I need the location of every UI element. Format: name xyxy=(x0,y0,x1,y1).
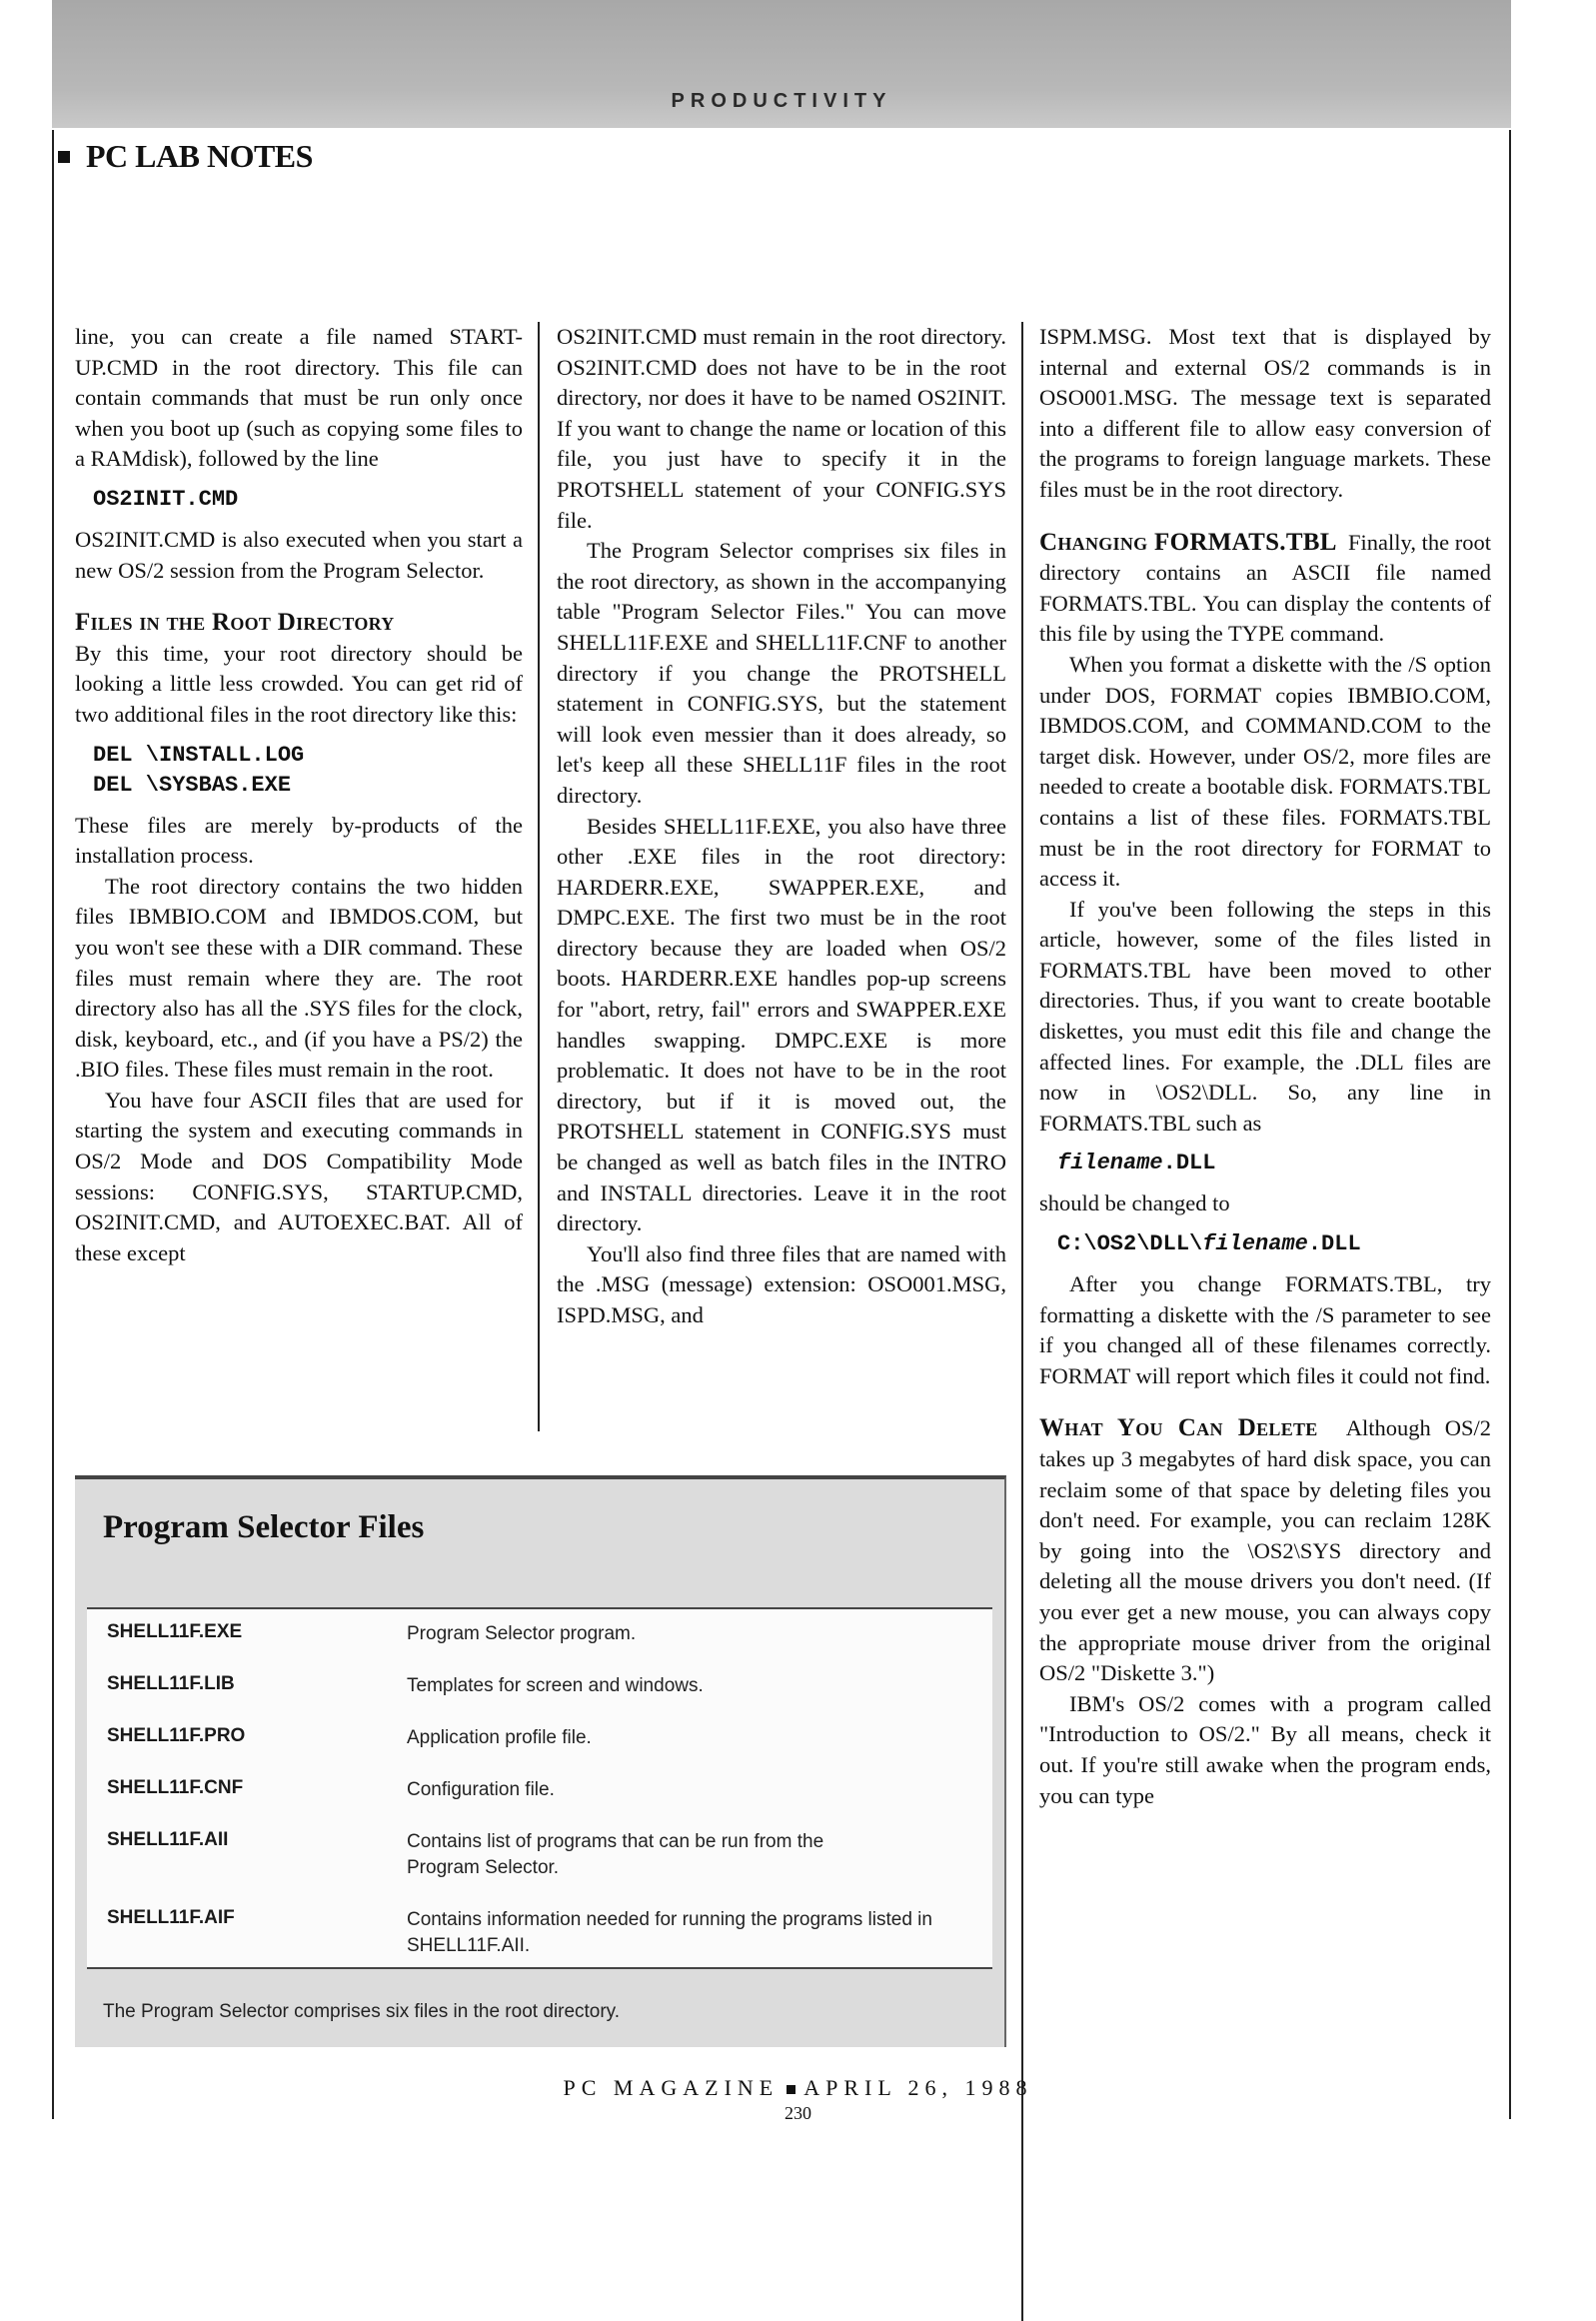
header-band xyxy=(52,0,1511,128)
code-line: OS2INIT.CMD xyxy=(93,486,239,512)
column-rule-2 xyxy=(1021,322,1023,2321)
code-line xyxy=(1057,1229,1491,1259)
paragraph: The Program Selector comprises six files in the root directory, as shown in the accompanying table "Program Selector Files." You can move SHELL11F.EXE and SHELL11F.CNF to another directory if you change the PROTSHELL statement in CONFIG.SYS, but the statement will look even messier than it does already, so let's keep all these SHELL11F files in the root directory. xyxy=(557,538,1006,808)
page-number: 230 xyxy=(785,2103,811,2123)
file-name: SHELL11F.AII xyxy=(107,1829,229,1850)
paragraph: line, you can create a file named START-UP.CMD in the root directory. This file can contain commands that must be run only once when you boot up (such as copying some files to a RAMdisk), followed by the line xyxy=(75,324,523,472)
code-italic: filename xyxy=(1057,1151,1163,1176)
section-heading: What You Can Delete xyxy=(1039,1414,1318,1442)
code-text: .DLL xyxy=(1307,1231,1361,1257)
bullet-square-icon xyxy=(58,151,70,163)
file-description: Contains information needed for running the programs listed in SHELL11F.AII. xyxy=(407,1909,932,1956)
column-title xyxy=(58,138,313,175)
code-line xyxy=(1057,1149,1491,1178)
page-frame-left xyxy=(52,130,54,2119)
text-column-3 xyxy=(1039,322,1491,1811)
sidebar-caption: The Program Selector comprises six files in the root directory. xyxy=(103,2001,621,2022)
page-frame-right xyxy=(1509,130,1511,2119)
file-description: Application profile file. xyxy=(407,1727,592,1748)
code-line: DEL \INSTALL.LOG xyxy=(93,742,305,768)
section-label: PRODUCTIVITY xyxy=(671,90,892,112)
issue-date: APRIL 26, 1988 xyxy=(803,2075,1033,2100)
paragraph-text: Although OS/2 takes up 3 megabytes of hard disk space, you can reclaim some of that space by deleting files you don't need. For example, you can reclaim 128K by going into the \OS2\SYS directory and deleting all the mouse drivers you don't need. (If you ever get a new mouse, you can always copy the appropriate mouse driver from the original OS/2 "Diskette 3.") xyxy=(1039,1415,1492,1686)
file-name: SHELL11F.AIF xyxy=(107,1907,235,1928)
paragraph xyxy=(1039,528,1491,650)
text-column-1 xyxy=(75,322,523,1268)
code-block xyxy=(93,741,523,801)
file-name: SHELL11F.EXE xyxy=(107,1621,243,1642)
code-italic: filename xyxy=(1202,1231,1308,1257)
paragraph: If you've been following the steps in this article, however, some of the files listed in FORMATS.TBL have been moved to other directories. Thus, if you want to create bootable diskettes, you must edit this file and change the affected lines. For example, the .DLL files are now in \OS2\DLL. So, any line in FORMATS.TBL such as xyxy=(1039,896,1491,1136)
code-text: C:\OS2\DLL\ xyxy=(1057,1231,1203,1257)
paragraph: OS2INIT.CMD must remain in the root directory. OS2INIT.CMD does not have to be in the root directory, nor does it have to be named OS2INIT. If you want to change the name or location of this file, you just have to specify it in the PROTSHELL statement of your CONFIG.SYS file. xyxy=(557,324,1006,533)
footer xyxy=(0,2075,1596,2101)
files-table xyxy=(87,1609,992,1967)
sidebar-title: Program Selector Files xyxy=(103,1509,425,1545)
program-selector-files-sidebar xyxy=(75,1475,1006,2047)
column-rule-1 xyxy=(538,322,540,1431)
file-name: SHELL11F.CNF xyxy=(107,1777,244,1798)
section-heading: Changing FORMATS.TBL xyxy=(1039,528,1337,556)
file-description: Templates for screen and windows. xyxy=(407,1675,704,1696)
paragraph: OS2INIT.CMD is also executed when you start a new OS/2 session from the Program Selector. xyxy=(75,526,523,583)
paragraph: Besides SHELL11F.EXE, you also have three other .EXE files in the root directory: HARDERR.EXE, SWAPPER.EXE, and DMPC.EXE. The first two must be in the root directory because they are loaded when OS/2 boots. HARDERR.EXE handles pop-up screens for "abort, retry, fail" errors and SWAPPER.EXE handles swapping. DMPC.EXE is more problematic. It does not have to be in the root directory, but if it is moved out, the PROTSHELL statement in CONFIG.SYS must be changed as well as batch files in the INTRO and INSTALL directories. Leave it in the root directory. xyxy=(557,813,1006,1236)
file-description: Contains list of programs that can be run from the Program Selector. xyxy=(407,1831,824,1878)
paragraph: By this time, your root directory should be looking a little less crowded. You can get rid of two additional files in the root directory like this: xyxy=(75,640,523,727)
paragraph: These files are merely by-products of the installation process. xyxy=(75,812,523,869)
paragraph: You have four ASCII files that are used for starting the system and executing commands in OS/2 Mode and DOS Compatibility Mode sessions: CONFIG.SYS, STARTUP.CMD, OS2INIT.CMD, and AUTOEXEC.BAT. All of these except xyxy=(75,1087,523,1265)
magazine-name: PC MAGAZINE xyxy=(563,2075,780,2100)
code-text: .DLL xyxy=(1162,1151,1216,1176)
divider xyxy=(87,1967,992,1969)
paragraph-text: Finally, the root directory contains an ASCII file named FORMATS.TBL. You can display the contents of this file by using the TYPE command. xyxy=(1039,529,1491,647)
paragraph: When you format a diskette with the /S option under DOS, FORMAT copies IBMBIO.COM, IBMDOS.COM, and COMMAND.COM to the target disk. However, under OS/2, more files are needed to create a bootable disk. FORMATS.TBL contains a list of these files. FORMATS.TBL must be in the root directory for FORMAT to access it. xyxy=(1039,651,1491,892)
paragraph: The root directory contains the two hidden files IBMBIO.COM and IBMDOS.COM, but you won't see these with a DIR command. These files must remain where they are. The root directory also has all the .SYS files for the clock, disk, keyboard, etc., and (if you have a PS/2) the .BIO files. These files must remain in the root. xyxy=(75,873,523,1083)
paragraph: should be changed to xyxy=(1039,1190,1230,1216)
text-column-2 xyxy=(557,322,1006,1331)
paragraph xyxy=(1039,1413,1491,1688)
file-name: SHELL11F.PRO xyxy=(107,1725,246,1746)
paragraph: You'll also find three files that are named with the .MSG (message) extension: OSO001.MSG, ISPD.MSG, and xyxy=(557,1240,1006,1327)
paragraph: IBM's OS/2 comes with a program called "Introduction to OS/2." By all means, check it out. If you're still awake when the program ends, you can type xyxy=(1039,1690,1491,1808)
paragraph: ISPM.MSG. Most text that is displayed by internal and external OS/2 commands is in OSO001.MSG. The message text is separated into a different file to allow easy conversion of the programs to foreign language markets. These files must be in the root directory. xyxy=(1039,324,1491,502)
bullet-square-icon xyxy=(787,2085,796,2094)
paragraph: After you change FORMATS.TBL, try formatting a diskette with the /S parameter to see if you changed all of these filenames correctly. FORMAT will report which files it could not find. xyxy=(1039,1271,1491,1388)
code-line: DEL \SYSBAS.EXE xyxy=(93,772,292,798)
file-description: Configuration file. xyxy=(407,1779,555,1800)
file-description: Program Selector program. xyxy=(407,1623,637,1644)
section-heading: Files in the Root Directory xyxy=(75,609,395,637)
column-title-text: PC LAB NOTES xyxy=(86,138,313,174)
file-name: SHELL11F.LIB xyxy=(107,1673,235,1694)
